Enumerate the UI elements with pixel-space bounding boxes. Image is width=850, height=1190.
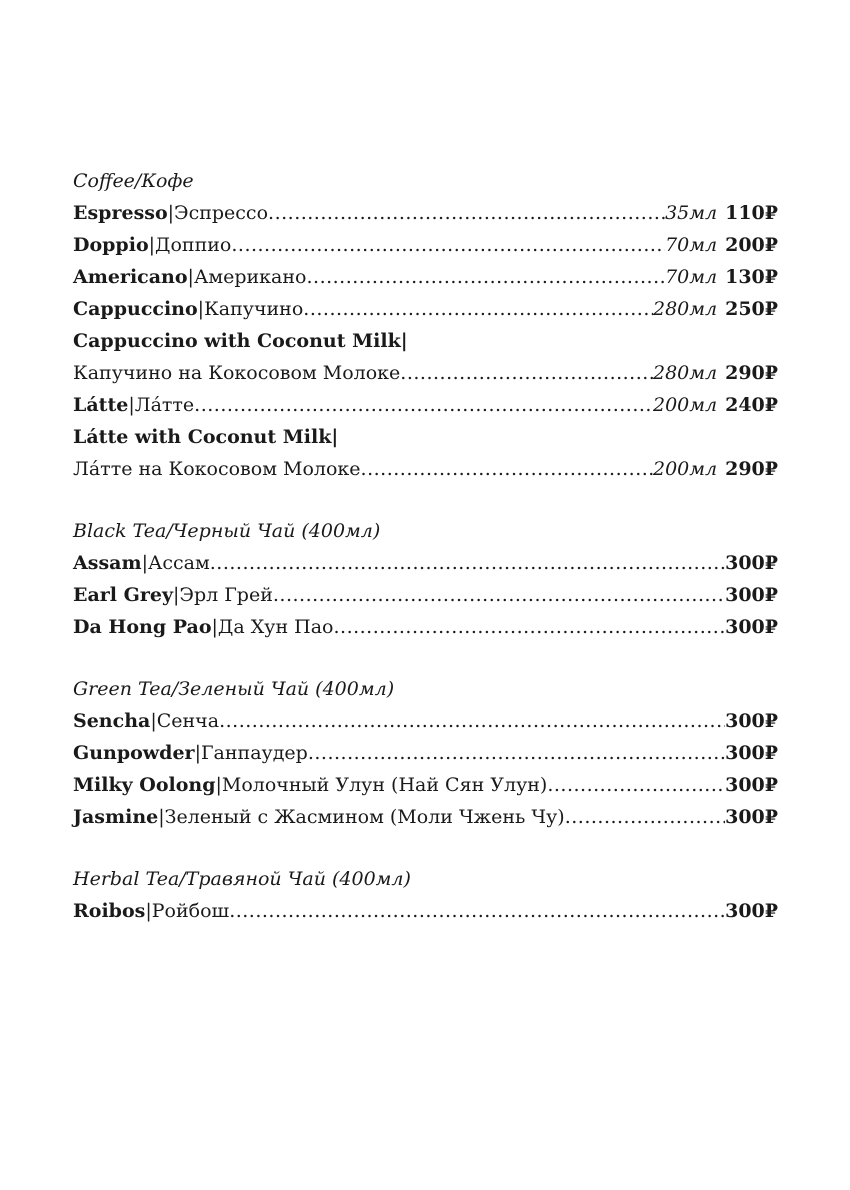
item-volume: 280мл: [652, 362, 718, 384]
item-name-ru: Ассам: [147, 552, 210, 574]
dot-leader: [361, 453, 653, 485]
item-volume: 200мл: [652, 394, 718, 416]
menu-item-milky-oolong: [73, 769, 778, 801]
item-separator: |: [194, 742, 201, 764]
section-title: Herbal Tea/Травяной Чай (400мл): [73, 868, 411, 890]
item-separator: |: [141, 552, 148, 574]
item-name-ru: Молочный Улун (Най Сян Улун): [221, 774, 548, 796]
dot-leader: [210, 547, 725, 579]
item-separator: |: [158, 806, 165, 828]
item-volume: 200мл: [652, 458, 718, 480]
item-volume: 35мл: [665, 202, 718, 224]
item-price: 240₽: [725, 394, 778, 416]
item-price: 200₽: [725, 234, 778, 256]
item-name-en: Sencha: [73, 710, 151, 732]
item-name-en: Earl Grey: [73, 584, 174, 606]
item-name-ru: Ла́тте на Кокосовом Молоке: [73, 458, 361, 480]
item-price: 130₽: [725, 266, 778, 288]
section-title: Black Tea/Черный Чай (400мл): [73, 520, 381, 542]
item-separator: |: [211, 616, 218, 638]
section-green-tea: [73, 673, 778, 833]
item-name-ru: Капучино: [204, 298, 304, 320]
item-name-en: Roibos: [73, 900, 146, 922]
menu-item-da-hong-pao: [73, 611, 778, 643]
dot-leader: [219, 705, 725, 737]
item-price: 290₽: [725, 458, 778, 480]
item-separator: |: [128, 394, 135, 416]
dot-leader: [273, 579, 725, 611]
menu-item-gunpowder: [73, 737, 778, 769]
item-price: 300₽: [725, 616, 778, 638]
dot-leader: [231, 229, 665, 261]
dot-leader: [308, 737, 725, 769]
menu-item-cappuccino-coconut-en: [73, 325, 778, 357]
item-name-ru: Ганпаудер: [200, 742, 308, 764]
section-title: Green Tea/Зеленый Чай (400мл): [73, 678, 395, 700]
menu-item-latte-coconut-ru: [73, 453, 778, 485]
item-volume: 280мл: [652, 298, 718, 320]
item-price: 300₽: [725, 774, 778, 796]
item-name-en: Doppio: [73, 234, 149, 256]
item-separator: |: [197, 298, 205, 320]
section-coffee: [73, 165, 778, 485]
dot-leader: [303, 293, 653, 325]
menu-item-sencha: [73, 705, 778, 737]
item-separator: |: [167, 202, 175, 224]
item-price: 110₽: [725, 202, 778, 224]
menu-item-jasmine: [73, 801, 778, 833]
menu-item-assam: [73, 547, 778, 579]
item-price: 290₽: [725, 362, 778, 384]
item-name-ru: Доппио: [155, 234, 232, 256]
item-name-en: Látte with Coconut Milk|: [73, 426, 339, 448]
dot-leader: [333, 611, 725, 643]
item-price: 300₽: [725, 584, 778, 606]
item-volume: 70мл: [665, 234, 718, 256]
item-price: 300₽: [725, 806, 778, 828]
menu-item-latte-coconut-en: [73, 421, 778, 453]
menu: [73, 165, 778, 927]
dot-leader: [400, 357, 653, 389]
menu-item-doppio: [73, 229, 778, 261]
dot-leader: [565, 801, 725, 833]
item-name-ru: Капучино на Кокосовом Молоке: [73, 362, 401, 384]
menu-item-espresso: [73, 197, 778, 229]
item-price: 250₽: [725, 298, 778, 320]
menu-item-earl-grey: [73, 579, 778, 611]
section-herbal-tea: [73, 863, 778, 927]
item-name-en: Assam: [73, 552, 142, 574]
dot-leader: [547, 769, 725, 801]
menu-item-roibos: [73, 895, 778, 927]
item-name-en: Gunpowder: [73, 742, 195, 764]
item-separator: |: [187, 266, 194, 288]
item-separator: |: [150, 710, 157, 732]
item-name-ru: Эрл Грей: [179, 584, 273, 606]
item-name-ru: Ройбош: [151, 900, 230, 922]
dot-leader: [194, 389, 653, 421]
menu-item-cappuccino: [73, 293, 778, 325]
dot-leader: [229, 895, 725, 927]
item-volume: 70мл: [665, 266, 718, 288]
item-separator: |: [173, 584, 180, 606]
menu-item-cappuccino-coconut-ru: [73, 357, 778, 389]
section-black-tea: [73, 515, 778, 643]
item-name-en: Milky Oolong: [73, 774, 216, 796]
item-price: 300₽: [725, 900, 778, 922]
item-name-en: Jasmine: [73, 806, 159, 828]
item-price: 300₽: [725, 552, 778, 574]
item-price: 300₽: [725, 742, 778, 764]
item-name-en: Americano: [73, 266, 188, 288]
item-name-en: Da Hong Pao: [73, 616, 212, 638]
menu-item-americano: [73, 261, 778, 293]
item-name-ru: Сенча: [156, 710, 220, 732]
item-name-ru: Американо: [193, 266, 307, 288]
item-name-en: Espresso: [73, 202, 168, 224]
item-name-ru: Ла́тте: [134, 394, 195, 416]
item-name-en: Cappuccino: [73, 298, 198, 320]
item-separator: |: [145, 900, 152, 922]
item-name-ru: Да Хун Пао: [217, 616, 334, 638]
item-price: 300₽: [725, 710, 778, 732]
item-separator: |: [148, 234, 156, 256]
section-title: Coffee/Кофе: [73, 170, 194, 192]
dot-leader: [306, 261, 665, 293]
dot-leader: [268, 197, 665, 229]
item-name-en: Cappuccino with Coconut Milk|: [73, 330, 408, 352]
item-name-ru: Зеленый с Жасмином (Моли Чжень Чу): [164, 806, 565, 828]
item-separator: |: [215, 774, 222, 796]
menu-item-latte: [73, 389, 778, 421]
item-name-ru: Эспрессо: [174, 202, 269, 224]
item-name-en: Látte: [73, 394, 129, 416]
